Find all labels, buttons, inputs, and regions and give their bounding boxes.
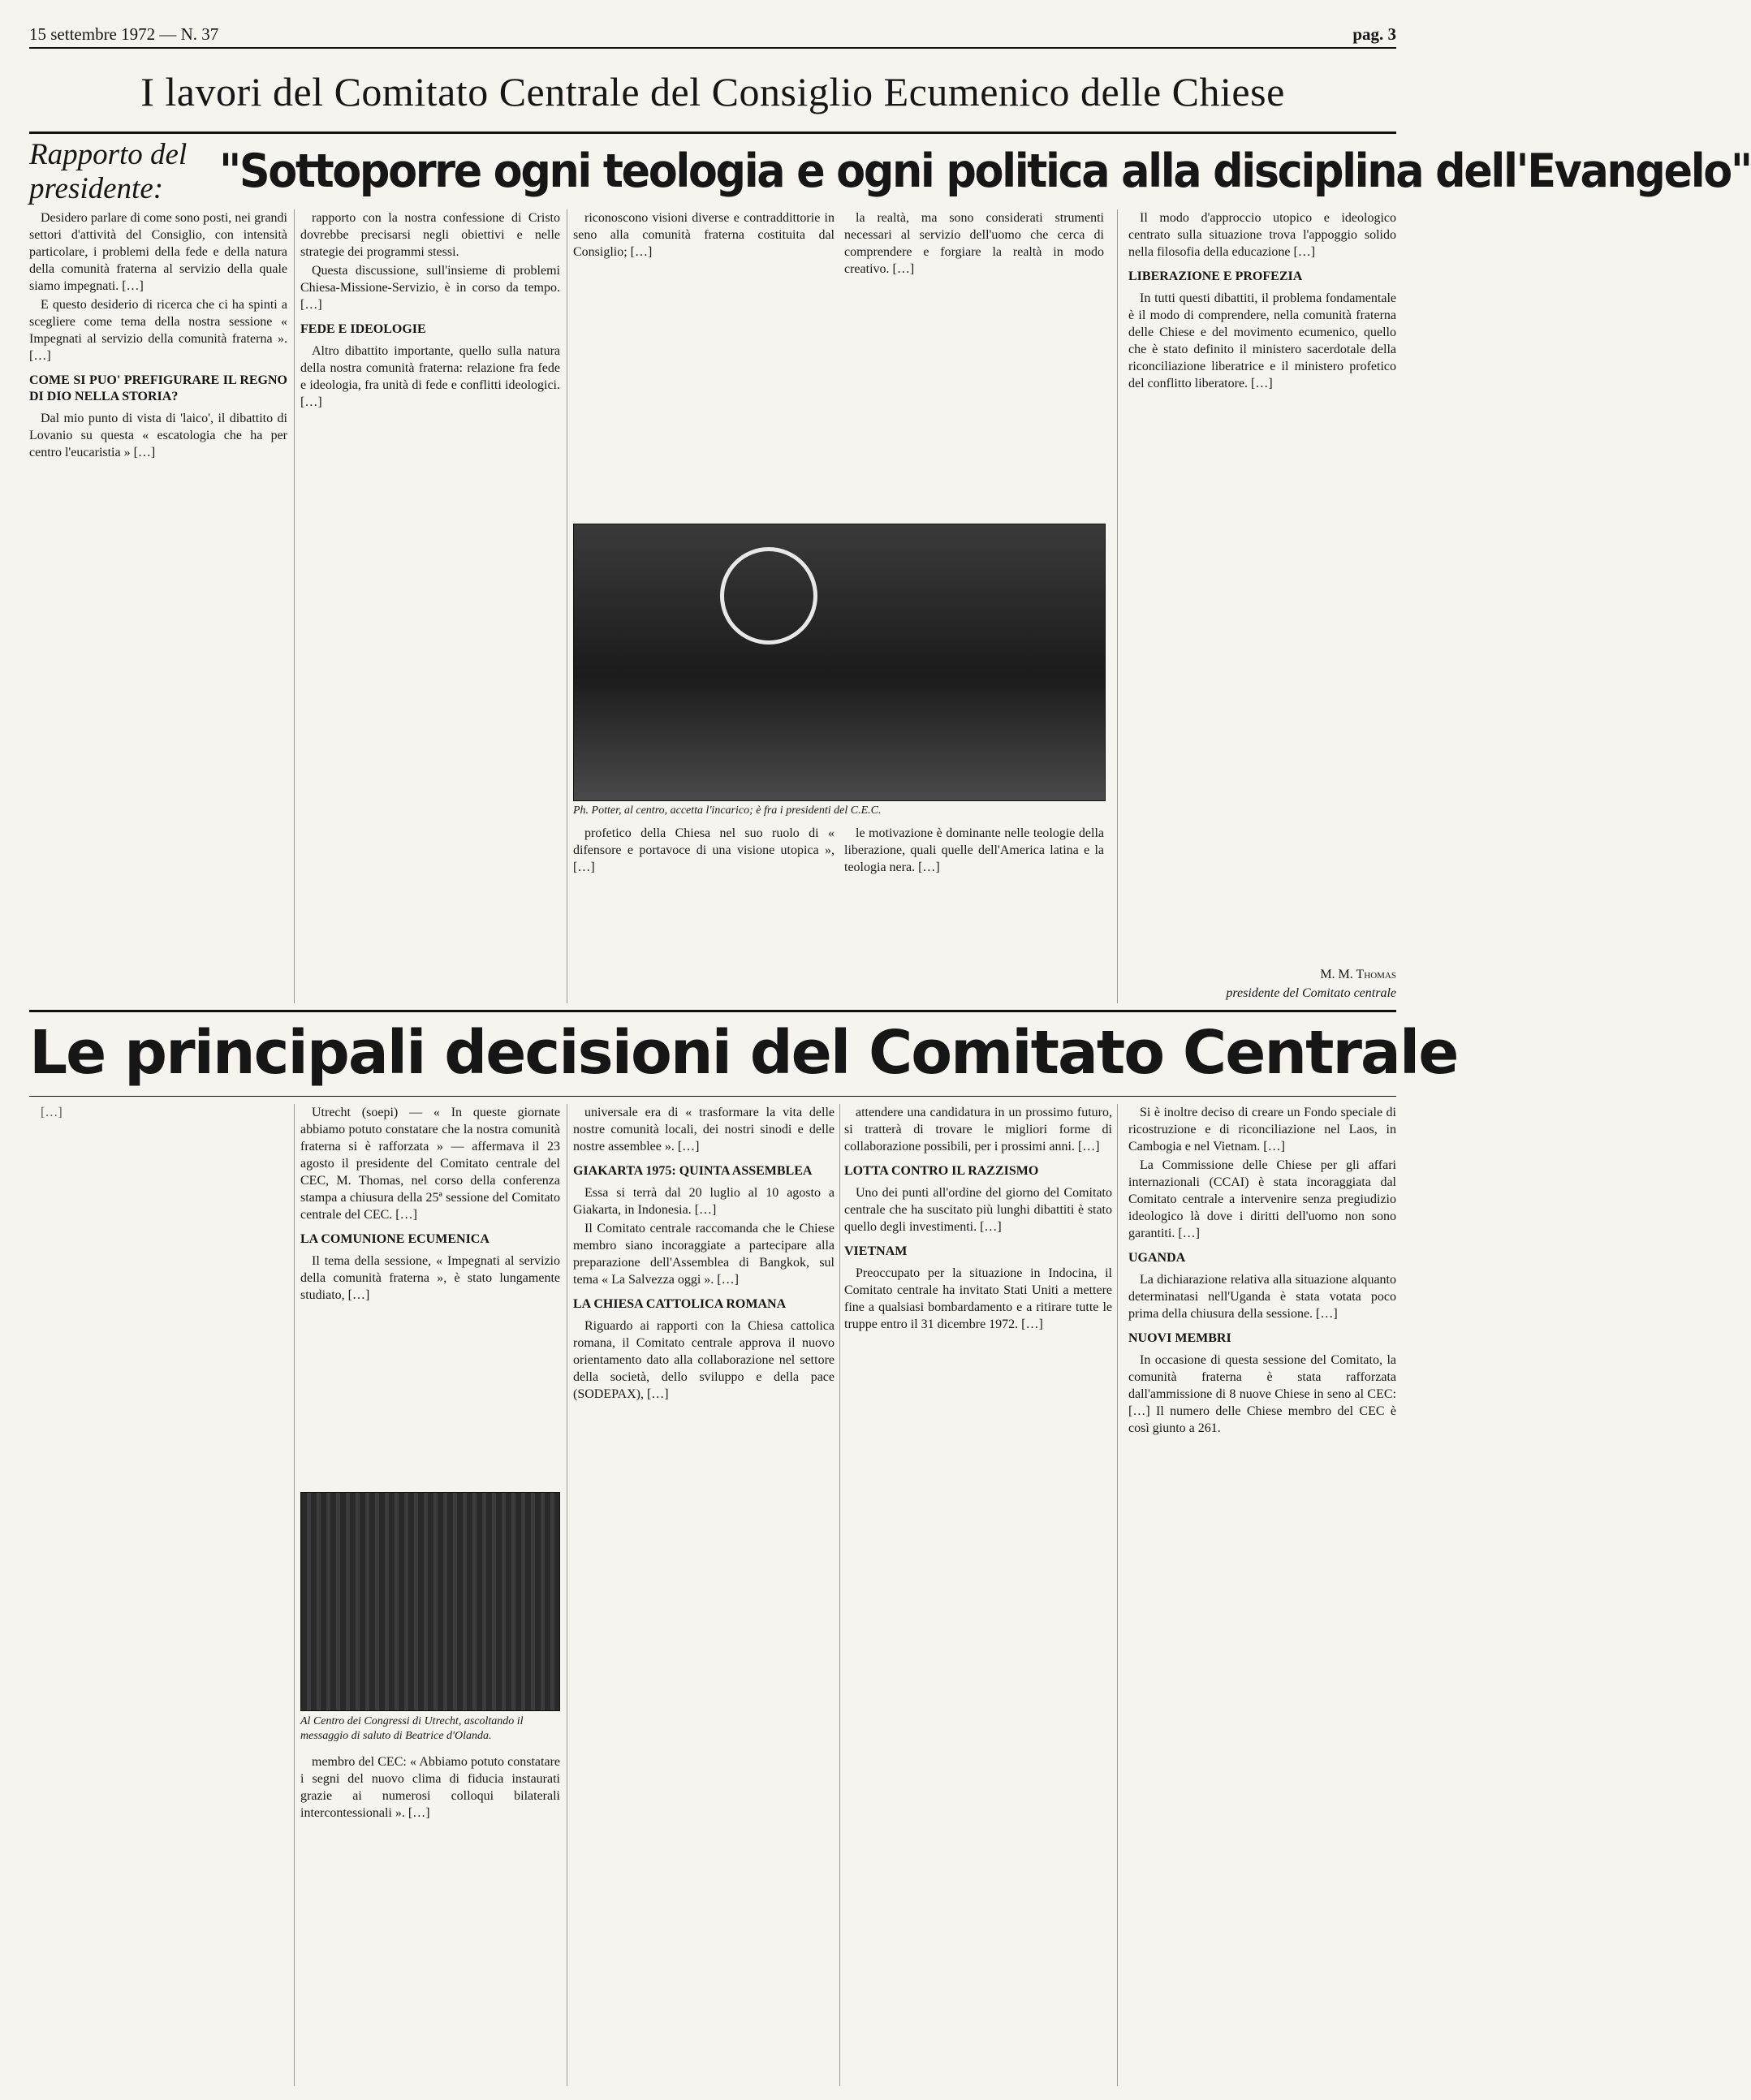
- signature-role: presidente del Comitato centrale: [1226, 986, 1396, 1000]
- column-divider: [1117, 1104, 1118, 2086]
- article1-kicker: Rapporto del presidente:: [29, 138, 188, 205]
- paragraph: Riguardo ai rapporti con la Chiesa cattolica romana, il Comitato centrale approva il nuovo orientamento dato alla collaborazione nel settore della società, dello sviluppo e della pace (SODEPAX), […]: [573, 1319, 835, 1401]
- photo-caption: Ph. Potter, al centro, accetta l'incarico; è fra i presidenti del C.E.C.: [573, 804, 882, 817]
- article2-column-5: [1128, 1104, 1396, 2086]
- subheading: NUOVI MEMBRI: [1128, 1331, 1231, 1345]
- paragraph: universale era di « trasformare la vita delle nostre comunità locali, dei nostri sinodi e delle nostre assemblee ». […]: [573, 1106, 835, 1153]
- paragraph: Altro dibattito importante, quello sulla natura della nostra comunità fraterna: relazione fra fede e ideologia, fra unità di fede e conflitti ideologici. […]: [300, 344, 560, 409]
- page-number: pag. 3: [1352, 24, 1396, 44]
- signature-name: M. M. Thomas: [1320, 968, 1396, 981]
- article2-headline: Le principali decisioni del Comitato Centrale: [29, 1018, 1458, 1088]
- subheading: GIAKARTA 1975: QUINTA ASSEMBLEA: [573, 1164, 813, 1178]
- paragraph: membro del CEC: « Abbiamo potuto constatare i segni del nuovo clima di fiducia instaurati grazie ai numerosi colloqui bilaterali intercontessionali ». […]: [300, 1755, 560, 1820]
- paragraph: In tutti questi dibattiti, il problema fondamentale è il modo di comprendere, nella comunità fraterna delle Chiese e del movimento ecumenico, quello che è stato definito il ministero sacerdotale della riconciliazione liberatrice e il ministero profetico del conflitto liberatore. […]: [1128, 291, 1396, 390]
- subheading: VIETNAM: [844, 1244, 908, 1258]
- photo-assembly-podium: [573, 524, 1106, 801]
- paragraph: Il modo d'approccio utopico e ideologico centrato sulla situazione trova l'appoggio solido nella filosofia della educazione […]: [1128, 211, 1396, 259]
- subheading: LOTTA CONTRO IL RAZZISMO: [844, 1164, 1039, 1178]
- section-title: I lavori del Comitato Centrale del Consiglio Ecumenico delle Chiese: [140, 69, 1285, 114]
- photo-congress-audience: [300, 1492, 560, 1711]
- article1-signature: [1128, 966, 1396, 1003]
- paragraph: E questo desiderio di ricerca che ci ha spinti a scegliere come tema della nostra sessione « Impegnati al servizio della comunità fraterna ». […]: [29, 298, 287, 363]
- divider: [29, 1096, 1396, 1097]
- paragraph: la realtà, ma sono considerati strumenti necessari al servizio dell'uomo che cerca di comprendere e forgiare la realtà in modo creativo. […]: [844, 211, 1104, 276]
- column-divider: [294, 1104, 295, 2086]
- divider: [29, 132, 1396, 134]
- article1-column-1: [29, 209, 287, 1003]
- paragraph: […]: [41, 1106, 63, 1119]
- paragraph: Il Comitato centrale raccomanda che le Chiese membro siano incoraggiate a partecipare alla preparazione dell'Assemblea di Bangkok, sul tema « La Salvezza oggi ». […]: [573, 1222, 835, 1287]
- article1-column-4: [844, 209, 1104, 518]
- paragraph: La dichiarazione relativa alla situazione alquanto determinatasi nell'Uganda è stata votata poco prima della chiusura della sessione. […]: [1128, 1273, 1396, 1321]
- subheading: LA CHIESA CATTOLICA ROMANA: [573, 1297, 787, 1311]
- article2-column-3: [573, 1104, 835, 2086]
- article1-column-2: [300, 209, 560, 1003]
- article2-column-4: [844, 1104, 1112, 2086]
- paragraph: attendere una candidatura in un prossimo futuro, si tratterà di trovare le migliori forme di collaborazione possibili, per i prossimi anni. […]: [844, 1106, 1112, 1153]
- paragraph: Preoccupato per la situazione in Indocina, il Comitato centrale ha invitato Stati Uniti a mettere fine a qualsiasi bombardamento e a ritirare tutte le truppe entro il 31 dicembre 1972. […]: [844, 1266, 1112, 1331]
- article1-column-5: [1128, 209, 1396, 964]
- article2-column-1: [29, 1104, 287, 2086]
- photo-caption: Al Centro dei Congressi di Utrecht, ascoltando il messaggio di saluto di Beatrice d'Olanda.: [300, 1715, 524, 1742]
- subheading: LIBERAZIONE E PROFEZIA: [1128, 270, 1303, 283]
- column-divider: [1117, 209, 1118, 1003]
- article1-column-3: [573, 209, 835, 518]
- article1-column-3-continued: [573, 825, 835, 1003]
- paragraph: Uno dei punti all'ordine del giorno del Comitato centrale che ha suscitato più lunghi dibattiti è stato quello degli investimenti. […]: [844, 1186, 1112, 1234]
- paragraph: Il tema della sessione, « Impegnati al servizio della comunità fraterna », è stato lungamente studiato, […]: [300, 1254, 560, 1302]
- paragraph: profetico della Chiesa nel suo ruolo di « difensore e portavoce di una visione utopica », […]: [573, 826, 835, 874]
- paragraph: Dal mio punto di vista di 'laico', il dibattito di Lovanio su questa « escatologia che ha per centro l'eucaristia » […]: [29, 412, 287, 459]
- paragraph: La Commissione delle Chiese per gli affari internazionali (CCAI) è stata incoraggiata dal Comitato centrale a intervenire senza pregiudizio ideologico là dove i diritti dell'uomo non sono garantiti. […]: [1128, 1158, 1396, 1240]
- oikoumene-logo: [720, 547, 817, 645]
- column-divider: [294, 209, 295, 1003]
- article1-column-4-continued: [844, 825, 1104, 1003]
- subheading: FEDE E IDEOLOGIE: [300, 322, 426, 336]
- paragraph: Desidero parlare di come sono posti, nei grandi settori d'attività del Consiglio, con intensità particolare, i problemi della fede e della natura della comunità fraterna al servizio della quale siamo impegnati. […]: [29, 211, 287, 293]
- paragraph: le motivazione è dominante nelle teologie della liberazione, quali quelle dell'America latina e la teologia nera. […]: [844, 826, 1104, 874]
- masthead: [29, 24, 1396, 49]
- paragraph: riconoscono visioni diverse e contraddittorie in seno alla comunità fraterna costituita dal Consiglio; […]: [573, 211, 835, 259]
- paragraph: rapporto con la nostra confessione di Cristo dovrebbe precisarsi negli obiettivi e nelle strategie dei programmi stessi.: [300, 211, 560, 259]
- subheading: UGANDA: [1128, 1251, 1186, 1265]
- article2-column-2: [300, 1104, 560, 1486]
- subheading: COME SI PUO' PREFIGURARE IL REGNO DI DIO NELLA STORIA?: [29, 373, 287, 403]
- paragraph: Utrecht (soepi) — « In queste giornate abbiamo potuto constatare che la nostra comunità fraterna si è rafforzata » — affermava il 23 agosto il presidente del Comitato centrale del CEC, M. Thomas, nel corso della conferenza stampa a chiusura della 25ª sessione del Comitato centrale del CEC. […]: [300, 1106, 560, 1222]
- paragraph: Questa discussione, sull'insieme di problemi Chiesa-Missione-Servizio, è in corso da tempo. […]: [300, 264, 560, 312]
- divider: [29, 1010, 1396, 1012]
- article1-headline: "Sottoporre ogni teologia e ogni politica alla disciplina dell'Evangelo": [219, 144, 1751, 198]
- subheading: LA COMUNIONE ECUMENICA: [300, 1232, 490, 1246]
- paragraph: Essa si terrà dal 20 luglio al 10 agosto a Giakarta, in Indonesia. […]: [573, 1186, 835, 1217]
- paragraph: Si è inoltre deciso di creare un Fondo speciale di ricostruzione e di riconciliazione nel Laos, in Cambogia e nel Vietnam. […]: [1128, 1106, 1396, 1153]
- article2-column-2-continued: [300, 1753, 560, 2086]
- issue-date: 15 settembre 1972 — N. 37: [29, 24, 219, 44]
- column-divider: [839, 1104, 840, 2086]
- paragraph: In occasione di questa sessione del Comitato, la comunità fraterna è stata rafforzata dall'ammissione di 8 nuove Chiese in seno al CEC: […] Il numero delle Chiese membro del CEC è così giunto a 261.: [1128, 1353, 1396, 1435]
